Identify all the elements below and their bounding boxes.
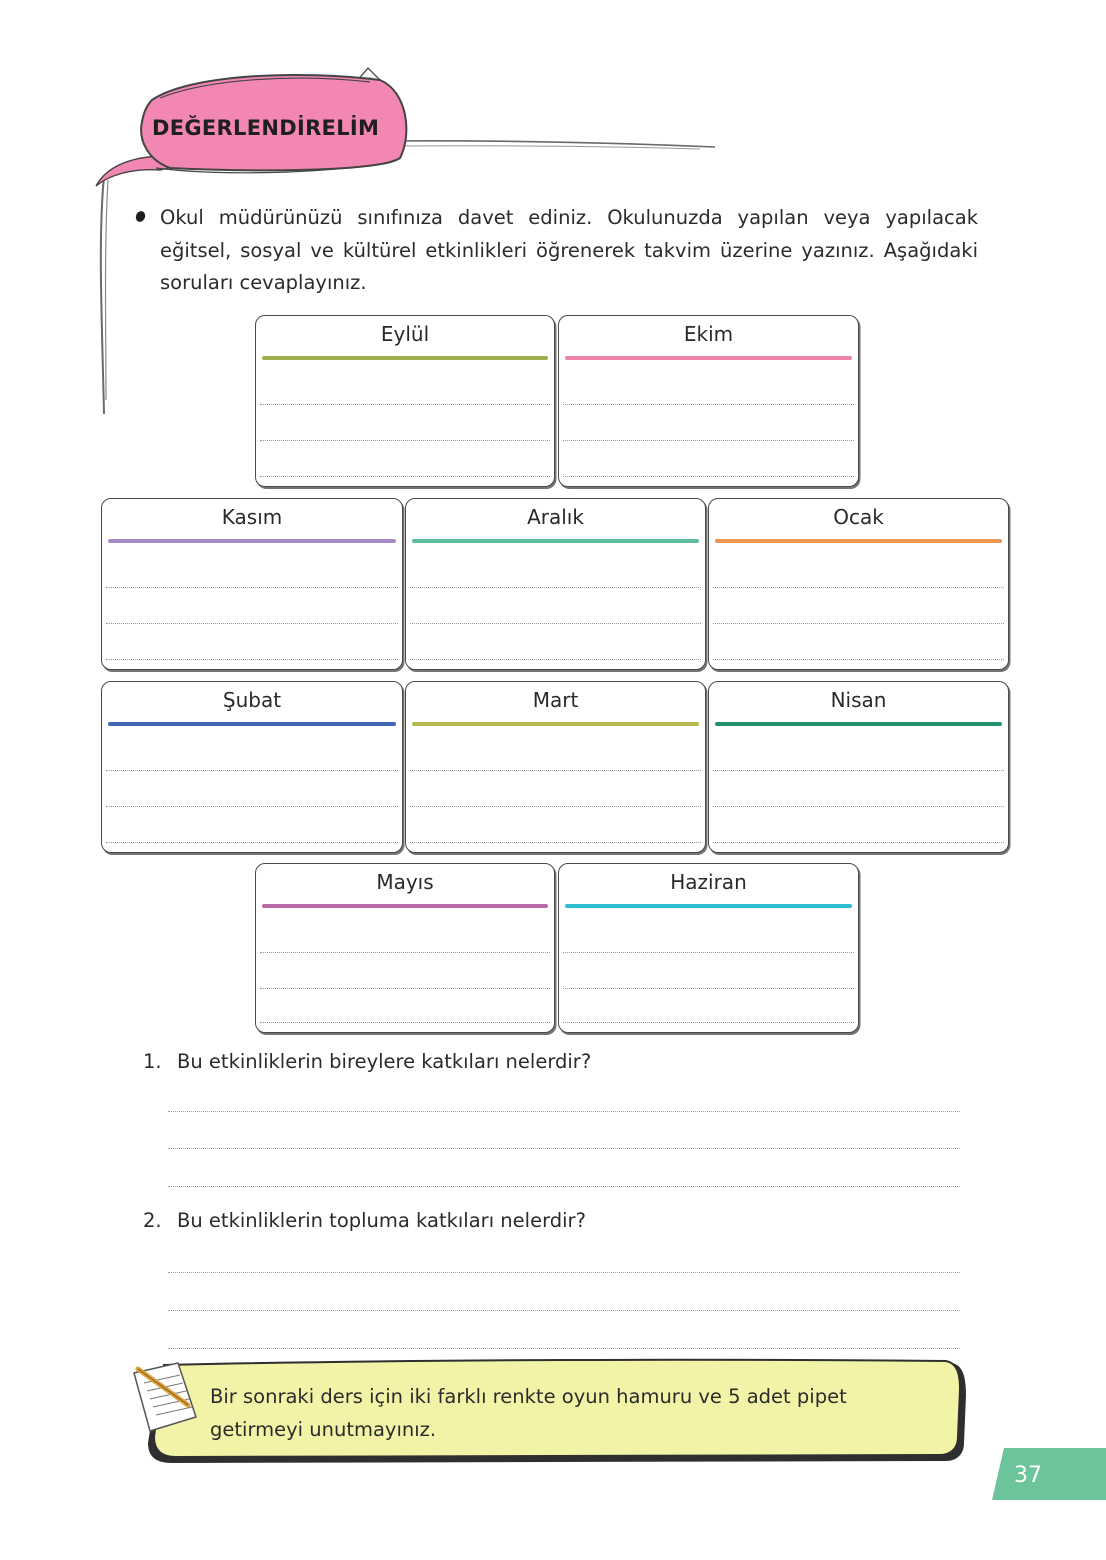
month-card-haziran <box>558 863 859 1033</box>
answer-line[interactable] <box>168 1348 960 1349</box>
writing-line[interactable] <box>260 952 550 953</box>
month-card-ekim <box>558 315 859 487</box>
question-2 <box>143 1209 586 1232</box>
month-card-aralik <box>405 498 706 670</box>
note-text: Bir sonraki ders için iki farklı renkte oyun hamuru ve 5 adet pipet getirmeyi unutmayınız. <box>210 1385 847 1441</box>
writing-line[interactable] <box>713 587 1004 588</box>
writing-line[interactable] <box>410 659 701 660</box>
month-color-line <box>715 722 1002 726</box>
month-name: Kasım <box>221 505 283 529</box>
month-color-line <box>262 356 548 360</box>
writing-line[interactable] <box>260 476 550 477</box>
writing-line[interactable] <box>563 988 854 989</box>
writing-line[interactable] <box>106 587 398 588</box>
section-title: DEĞERLENDİRELİM <box>152 116 380 140</box>
month-color-line <box>715 539 1002 543</box>
month-color-line <box>262 904 548 908</box>
month-name: Eylül <box>380 322 430 346</box>
month-name: Mayıs <box>376 870 434 894</box>
writing-line[interactable] <box>713 842 1004 843</box>
writing-line[interactable] <box>106 806 398 807</box>
question-number: 2. <box>143 1209 162 1232</box>
month-name: Nisan <box>830 688 887 712</box>
writing-line[interactable] <box>713 659 1004 660</box>
month-color-line <box>565 904 852 908</box>
month-card-nisan <box>708 681 1009 853</box>
question-text: Bu etkinliklerin topluma katkıları nelerdir? <box>177 1209 586 1232</box>
intro-paragraph: Okul müdürünüzü sınıfınıza davet ediniz. Okulunuzda yapılan veya yapılacak eğitsel, sosyal ve kültürel etkinlikleri öğrenerek takvim üzerine yazınız. Aşağıdaki soruları cevaplayınız. <box>160 206 978 294</box>
month-name: Haziran <box>670 870 747 894</box>
month-card-kasim <box>101 498 403 670</box>
writing-line[interactable] <box>106 659 398 660</box>
writing-line[interactable] <box>713 770 1004 771</box>
month-card-subat <box>101 681 403 853</box>
month-card-mart <box>405 681 706 853</box>
writing-line[interactable] <box>563 404 854 405</box>
month-color-line <box>412 722 699 726</box>
month-card-mayis <box>255 863 555 1033</box>
month-name: Şubat <box>222 688 282 712</box>
writing-line[interactable] <box>260 440 550 441</box>
writing-line[interactable] <box>410 623 701 624</box>
writing-line[interactable] <box>713 806 1004 807</box>
page-number-tab <box>992 1448 1106 1500</box>
month-name: Ocak <box>833 505 884 529</box>
answer-line[interactable] <box>168 1111 960 1112</box>
writing-line[interactable] <box>410 587 701 588</box>
writing-line[interactable] <box>260 404 550 405</box>
writing-line[interactable] <box>106 842 398 843</box>
month-name: Aralık <box>527 505 584 529</box>
month-card-eylul <box>255 315 555 487</box>
page-number: 37 <box>1014 1463 1042 1488</box>
answer-line[interactable] <box>168 1272 960 1273</box>
answer-line[interactable] <box>168 1148 960 1149</box>
month-card-ocak <box>708 498 1009 670</box>
writing-line[interactable] <box>410 806 701 807</box>
writing-line[interactable] <box>106 770 398 771</box>
writing-line[interactable] <box>106 623 398 624</box>
question-1 <box>143 1050 591 1073</box>
month-color-line <box>565 356 852 360</box>
month-name: Ekim <box>683 322 734 346</box>
month-color-line <box>108 722 396 726</box>
writing-line[interactable] <box>260 988 550 989</box>
question-number: 1. <box>143 1050 162 1073</box>
question-text: Bu etkinliklerin bireylere katkıları nelerdir? <box>177 1050 592 1073</box>
writing-line[interactable] <box>713 623 1004 624</box>
writing-line[interactable] <box>410 770 701 771</box>
answer-line[interactable] <box>168 1310 960 1311</box>
writing-line[interactable] <box>563 952 854 953</box>
writing-line[interactable] <box>563 476 854 477</box>
month-color-line <box>412 539 699 543</box>
answer-line[interactable] <box>168 1186 960 1187</box>
month-color-line <box>108 539 396 543</box>
writing-line[interactable] <box>563 1022 854 1023</box>
writing-line[interactable] <box>410 842 701 843</box>
month-name: Mart <box>532 688 579 712</box>
writing-line[interactable] <box>260 1022 550 1023</box>
writing-line[interactable] <box>563 440 854 441</box>
